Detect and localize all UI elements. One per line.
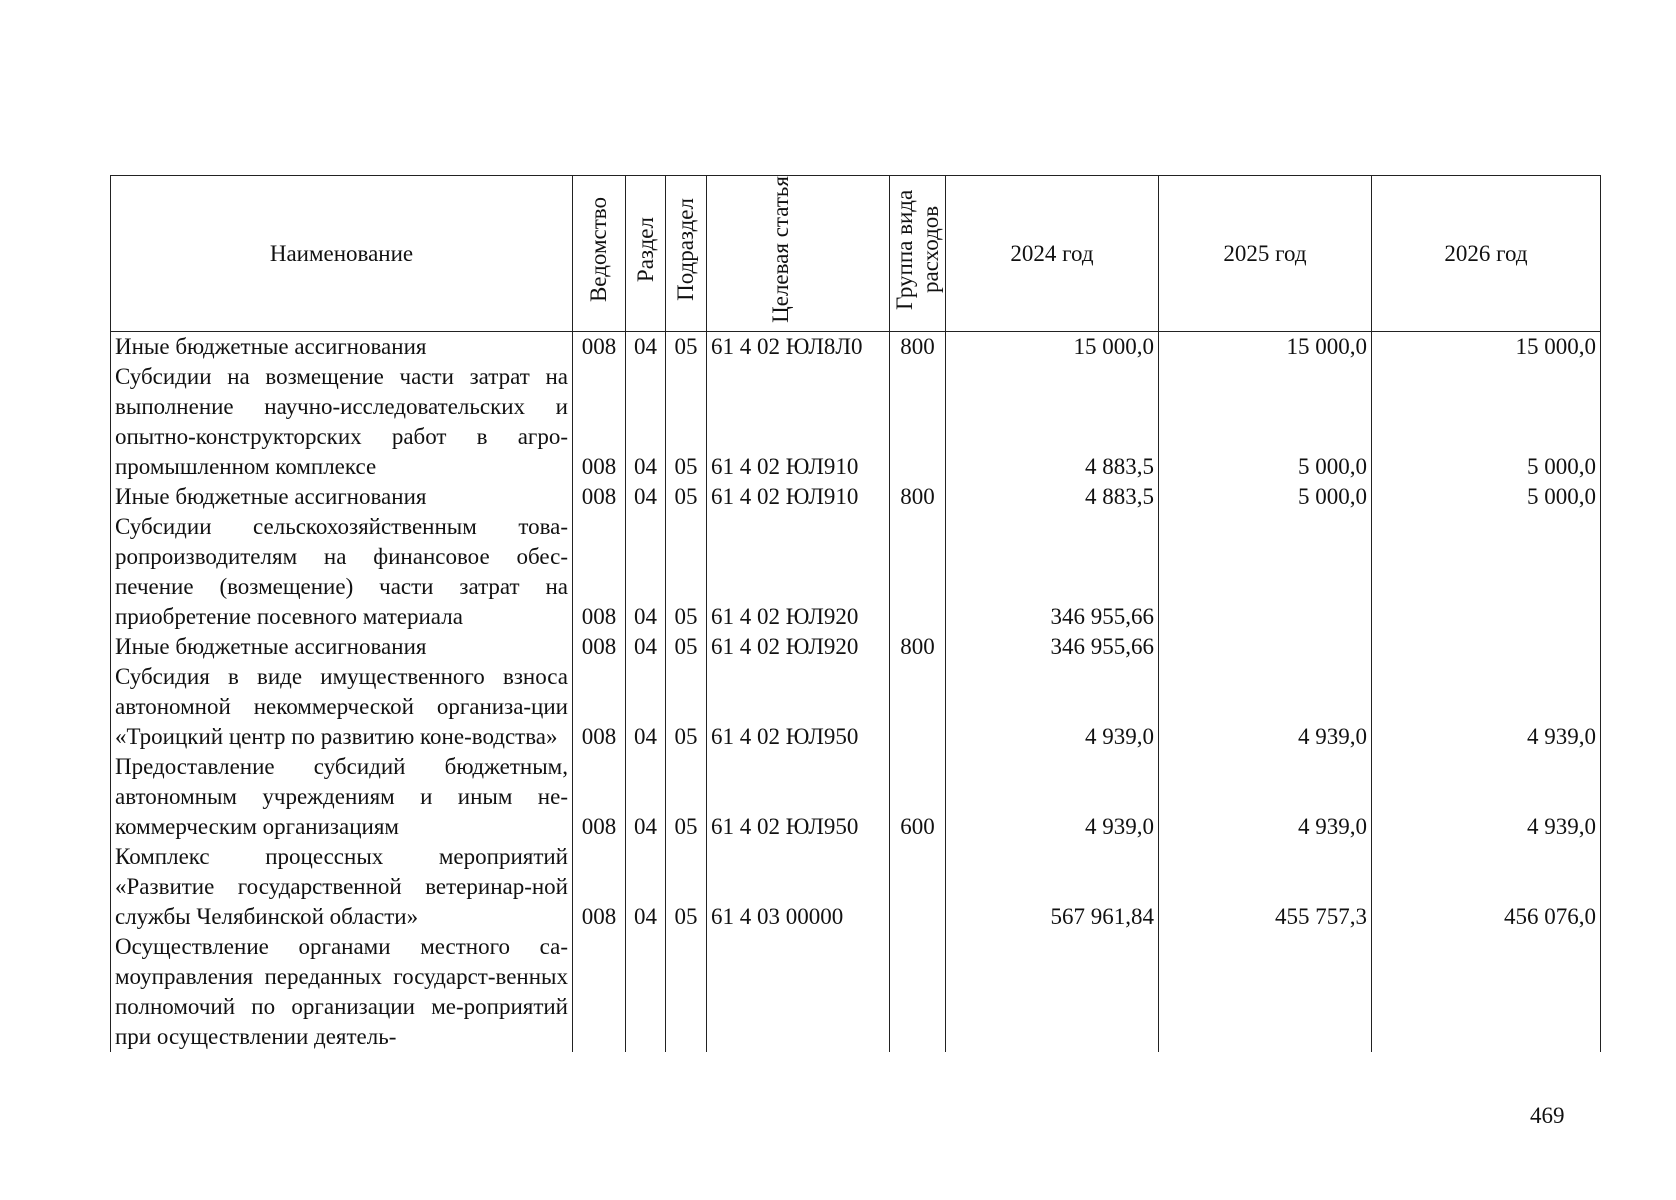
cell-dept: 008 <box>573 752 626 842</box>
table-row <box>111 332 1601 363</box>
cell-2025 <box>1159 632 1372 662</box>
cell-dept <box>573 932 626 1052</box>
cell-name: Комплекс процессных мероприятий «Развитие государственной ветеринар-ной службы Челябинской области» <box>111 842 573 932</box>
cell-group <box>890 932 946 1052</box>
cell-2025: 455 757,3 <box>1159 842 1372 932</box>
cell-dept: 008 <box>573 362 626 482</box>
header-2025: 2025 год <box>1159 176 1372 332</box>
cell-dept: 008 <box>573 842 626 932</box>
cell-subsection: 05 <box>666 752 707 842</box>
cell-2024: 4 883,5 <box>946 482 1159 512</box>
cell-group: 600 <box>890 752 946 842</box>
cell-2025 <box>1159 512 1372 632</box>
cell-subsection: 05 <box>666 332 707 363</box>
cell-target: 61 4 03 00000 <box>707 842 890 932</box>
header-2026: 2026 год <box>1372 176 1601 332</box>
cell-target: 61 4 02 ЮЛ920 <box>707 632 890 662</box>
cell-2024: 4 883,5 <box>946 362 1159 482</box>
cell-dept: 008 <box>573 512 626 632</box>
cell-group <box>890 512 946 632</box>
cell-2026: 4 939,0 <box>1372 752 1601 842</box>
cell-2025: 5 000,0 <box>1159 362 1372 482</box>
cell-2024: 346 955,66 <box>946 632 1159 662</box>
table-header <box>111 176 1601 332</box>
cell-2024: 15 000,0 <box>946 332 1159 363</box>
cell-target: 61 4 02 ЮЛ910 <box>707 362 890 482</box>
header-target: Целевая статья <box>707 176 890 332</box>
cell-name: Осуществление органами местного са-моуправления переданных государст-венных полномочий по организации ме-роприятий при осуществлении деятель- <box>111 932 573 1052</box>
cell-target: 61 4 02 ЮЛ920 <box>707 512 890 632</box>
cell-subsection: 05 <box>666 362 707 482</box>
cell-group <box>890 662 946 752</box>
cell-2025: 5 000,0 <box>1159 482 1372 512</box>
table-row <box>111 362 1601 482</box>
cell-2025: 15 000,0 <box>1159 332 1372 363</box>
cell-subsection <box>666 932 707 1052</box>
table-row <box>111 512 1601 632</box>
cell-section: 04 <box>626 512 666 632</box>
cell-2025: 4 939,0 <box>1159 662 1372 752</box>
cell-2024 <box>946 932 1159 1052</box>
cell-2026: 456 076,0 <box>1372 842 1601 932</box>
cell-subsection: 05 <box>666 632 707 662</box>
cell-group <box>890 842 946 932</box>
header-2024: 2024 год <box>946 176 1159 332</box>
cell-group <box>890 362 946 482</box>
cell-name: Иные бюджетные ассигнования <box>111 632 573 662</box>
cell-section: 04 <box>626 842 666 932</box>
cell-name: Иные бюджетные ассигнования <box>111 332 573 363</box>
cell-dept: 008 <box>573 332 626 363</box>
table-body <box>111 332 1601 1053</box>
cell-2025: 4 939,0 <box>1159 752 1372 842</box>
cell-subsection: 05 <box>666 512 707 632</box>
cell-2026: 15 000,0 <box>1372 332 1601 363</box>
cell-name: Субсидия в виде имущественного взноса автономной некоммерческой организа-ции «Троицкий центр по развитию коне-водства» <box>111 662 573 752</box>
cell-2024: 346 955,66 <box>946 512 1159 632</box>
table-row <box>111 662 1601 752</box>
cell-2025 <box>1159 932 1372 1052</box>
cell-dept: 008 <box>573 662 626 752</box>
cell-subsection: 05 <box>666 842 707 932</box>
cell-dept: 008 <box>573 482 626 512</box>
cell-2026: 5 000,0 <box>1372 482 1601 512</box>
cell-name: Предоставление субсидий бюджетным, автономным учреждениям и иным не-коммерческим организациям <box>111 752 573 842</box>
header-subsection: Подраздел <box>666 176 707 332</box>
cell-section <box>626 932 666 1052</box>
cell-2024: 4 939,0 <box>946 662 1159 752</box>
cell-section: 04 <box>626 482 666 512</box>
cell-group: 800 <box>890 632 946 662</box>
cell-target <box>707 932 890 1052</box>
table-row <box>111 482 1601 512</box>
table-row <box>111 752 1601 842</box>
cell-section: 04 <box>626 752 666 842</box>
cell-target: 61 4 02 ЮЛ950 <box>707 662 890 752</box>
cell-target: 61 4 02 ЮЛ8Л0 <box>707 332 890 363</box>
cell-2026 <box>1372 932 1601 1052</box>
header-name: Наименование <box>111 176 573 332</box>
cell-subsection: 05 <box>666 482 707 512</box>
budget-table <box>110 175 1601 1052</box>
cell-2024: 567 961,84 <box>946 842 1159 932</box>
cell-name: Иные бюджетные ассигнования <box>111 482 573 512</box>
cell-2026 <box>1372 512 1601 632</box>
cell-section: 04 <box>626 362 666 482</box>
header-dept: Ведомство <box>573 176 626 332</box>
cell-name: Субсидии на возмещение части затрат на выполнение научно-исследовательских и опытно-конструкторских работ в агро-промышленном комплексе <box>111 362 573 482</box>
cell-section: 04 <box>626 332 666 363</box>
cell-target: 61 4 02 ЮЛ910 <box>707 482 890 512</box>
header-group: Группа вида расходов <box>890 176 946 332</box>
cell-group: 800 <box>890 332 946 363</box>
cell-section: 04 <box>626 632 666 662</box>
cell-section: 04 <box>626 662 666 752</box>
table-row <box>111 632 1601 662</box>
header-section: Раздел <box>626 176 666 332</box>
cell-2026 <box>1372 632 1601 662</box>
cell-2024: 4 939,0 <box>946 752 1159 842</box>
cell-dept: 008 <box>573 632 626 662</box>
table-row <box>111 932 1601 1052</box>
cell-subsection: 05 <box>666 662 707 752</box>
cell-2026: 5 000,0 <box>1372 362 1601 482</box>
cell-group: 800 <box>890 482 946 512</box>
cell-2026: 4 939,0 <box>1372 662 1601 752</box>
cell-target: 61 4 02 ЮЛ950 <box>707 752 890 842</box>
table-row <box>111 842 1601 932</box>
cell-name: Субсидии сельскохозяйственным това-ропроизводителям на финансовое обес-печение (возмещение) части затрат на приобретение посевного материала <box>111 512 573 632</box>
page-number: 469 <box>1530 1103 1565 1128</box>
